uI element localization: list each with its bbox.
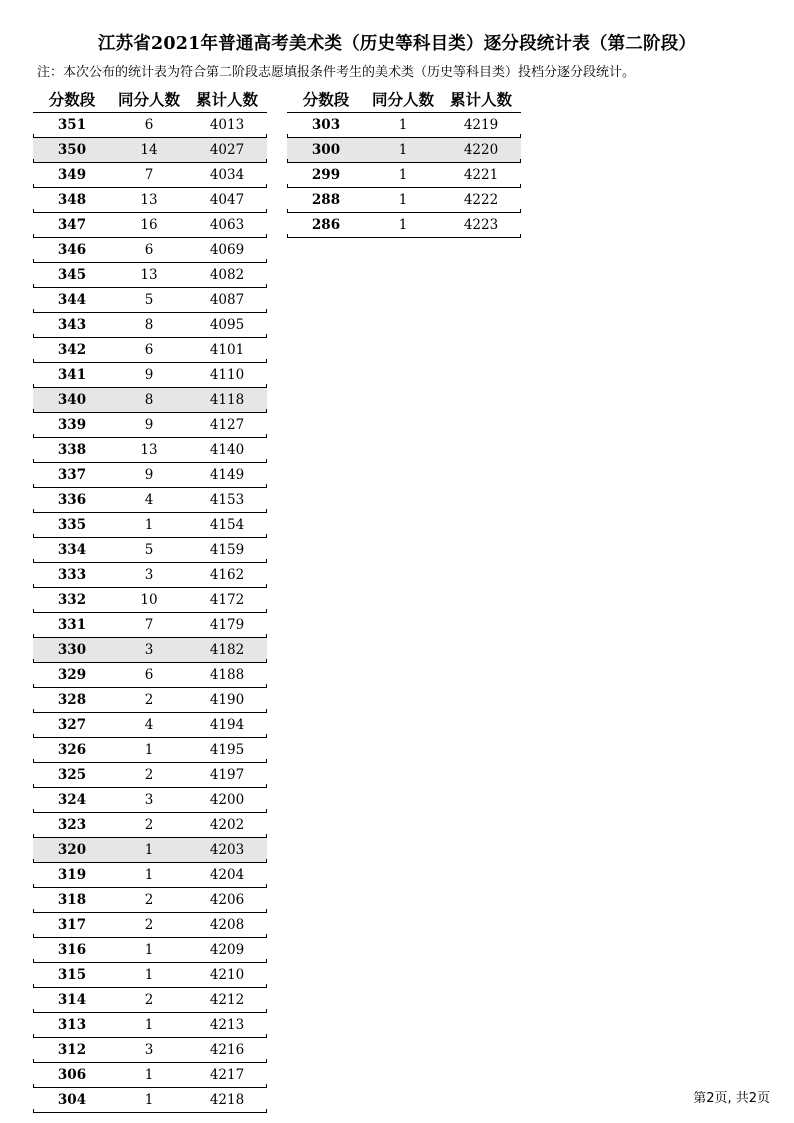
table-row xyxy=(33,538,267,563)
total-cell: 4219 xyxy=(463,117,499,133)
total-cell: 4118 xyxy=(209,392,245,408)
score-cell: 342 xyxy=(57,342,87,358)
count-cell: 1 xyxy=(398,192,408,208)
table-row xyxy=(33,688,267,713)
score-cell: 336 xyxy=(57,492,87,508)
total-cell: 4204 xyxy=(209,867,245,883)
score-cell: 329 xyxy=(57,667,87,683)
score-cell: 348 xyxy=(57,192,87,208)
table-row xyxy=(33,163,267,188)
table-row xyxy=(33,363,267,388)
total-cell: 4095 xyxy=(209,317,245,333)
score-cell: 304 xyxy=(57,1092,87,1108)
score-cell: 319 xyxy=(57,867,87,883)
header-score: 分数段 xyxy=(302,91,350,109)
score-cell: 313 xyxy=(57,1017,87,1033)
total-cell: 4027 xyxy=(209,142,245,158)
count-cell: 3 xyxy=(144,1042,154,1058)
score-table-right xyxy=(287,86,521,238)
count-cell: 1 xyxy=(144,1017,154,1033)
table-row xyxy=(33,588,267,613)
count-cell: 13 xyxy=(140,442,158,458)
table-body xyxy=(287,113,521,238)
total-cell: 4195 xyxy=(209,742,245,758)
header-count: 同分人数 xyxy=(371,91,434,109)
total-cell: 4153 xyxy=(209,492,245,508)
table-row xyxy=(33,113,267,138)
total-cell: 4197 xyxy=(209,767,245,783)
count-cell: 2 xyxy=(144,892,154,908)
table-row xyxy=(33,913,267,938)
total-cell: 4013 xyxy=(209,117,245,133)
total-cell: 4203 xyxy=(209,842,245,858)
total-cell: 4200 xyxy=(209,792,245,808)
table-row xyxy=(33,238,267,263)
score-cell: 346 xyxy=(57,242,87,258)
table-row xyxy=(33,638,267,663)
total-cell: 4222 xyxy=(463,192,499,208)
count-cell: 2 xyxy=(144,767,154,783)
count-cell: 2 xyxy=(144,917,154,933)
score-cell: 338 xyxy=(57,442,87,458)
total-cell: 4172 xyxy=(209,592,245,608)
count-cell: 5 xyxy=(144,542,154,558)
table-row xyxy=(33,713,267,738)
total-cell: 4213 xyxy=(209,1017,245,1033)
count-cell: 3 xyxy=(144,792,154,808)
table-row xyxy=(287,213,521,238)
table-row xyxy=(33,388,267,413)
total-cell: 4210 xyxy=(209,967,245,983)
count-cell: 6 xyxy=(144,242,154,258)
score-cell: 317 xyxy=(57,917,87,933)
table-row xyxy=(33,613,267,638)
total-cell: 4110 xyxy=(209,367,245,383)
count-cell: 1 xyxy=(398,217,408,233)
score-cell: 315 xyxy=(57,967,87,983)
score-cell: 328 xyxy=(57,692,87,708)
total-cell: 4101 xyxy=(209,342,245,358)
score-cell: 347 xyxy=(57,217,87,233)
score-cell: 330 xyxy=(57,642,87,658)
score-cell: 337 xyxy=(57,467,87,483)
score-cell: 314 xyxy=(57,992,87,1008)
total-cell: 4218 xyxy=(209,1092,245,1108)
count-cell: 13 xyxy=(140,192,158,208)
score-cell: 339 xyxy=(57,417,87,433)
total-cell: 4047 xyxy=(209,192,245,208)
table-row xyxy=(33,1063,267,1088)
header-score: 分数段 xyxy=(48,91,96,109)
total-cell: 4190 xyxy=(209,692,245,708)
count-cell: 9 xyxy=(144,417,154,433)
score-cell: 334 xyxy=(57,542,87,558)
total-cell: 4154 xyxy=(209,517,245,533)
total-cell: 4063 xyxy=(209,217,245,233)
total-cell: 4069 xyxy=(209,242,245,258)
total-cell: 4179 xyxy=(209,617,245,633)
score-cell: 345 xyxy=(57,267,87,283)
table-row xyxy=(33,663,267,688)
count-cell: 1 xyxy=(144,942,154,958)
score-cell: 325 xyxy=(57,767,87,783)
count-cell: 2 xyxy=(144,692,154,708)
score-cell: 320 xyxy=(57,842,87,858)
score-cell: 341 xyxy=(57,367,87,383)
table-body xyxy=(33,113,267,1113)
score-cell: 318 xyxy=(57,892,87,908)
count-cell: 13 xyxy=(140,267,158,283)
table-row xyxy=(33,838,267,863)
table-header xyxy=(287,86,521,113)
table-row xyxy=(33,338,267,363)
count-cell: 1 xyxy=(144,517,154,533)
count-cell: 8 xyxy=(144,392,154,408)
table-row xyxy=(33,1013,267,1038)
score-cell: 316 xyxy=(57,942,87,958)
table-row xyxy=(287,138,521,163)
score-cell: 299 xyxy=(311,167,341,183)
table-row xyxy=(33,988,267,1013)
score-cell: 343 xyxy=(57,317,87,333)
table-row xyxy=(287,163,521,188)
table-row xyxy=(33,563,267,588)
total-cell: 4217 xyxy=(209,1067,245,1083)
total-cell: 4202 xyxy=(209,817,245,833)
count-cell: 1 xyxy=(144,867,154,883)
score-cell: 335 xyxy=(57,517,87,533)
score-cell: 324 xyxy=(57,792,87,808)
total-cell: 4182 xyxy=(209,642,245,658)
score-cell: 312 xyxy=(57,1042,87,1058)
total-cell: 4221 xyxy=(463,167,499,183)
score-cell: 331 xyxy=(57,617,87,633)
total-cell: 4216 xyxy=(209,1042,245,1058)
count-cell: 6 xyxy=(144,667,154,683)
score-cell: 286 xyxy=(311,217,341,233)
table-row xyxy=(33,738,267,763)
table-header xyxy=(33,86,267,113)
table-row xyxy=(33,963,267,988)
count-cell: 1 xyxy=(144,742,154,758)
page-title: 江苏省2021年普通高考美术类（历史等科目类）逐分段统计表（第二阶段） xyxy=(97,34,697,54)
score-cell: 300 xyxy=(311,142,341,158)
score-cell: 350 xyxy=(57,142,87,158)
count-cell: 6 xyxy=(144,117,154,133)
table-row xyxy=(33,188,267,213)
table-row xyxy=(33,763,267,788)
table-row xyxy=(33,413,267,438)
count-cell: 4 xyxy=(144,717,154,733)
total-cell: 4087 xyxy=(209,292,245,308)
table-row xyxy=(33,288,267,313)
count-cell: 2 xyxy=(144,817,154,833)
table-row xyxy=(33,863,267,888)
score-cell: 288 xyxy=(311,192,341,208)
score-cell: 344 xyxy=(57,292,87,308)
score-cell: 333 xyxy=(57,567,87,583)
table-note: 注：本次公布的统计表为符合第二阶段志愿填报条件考生的美术类（历史等科目类）投档分逐分段统计。 xyxy=(37,65,636,80)
total-cell: 4140 xyxy=(209,442,245,458)
total-cell: 4034 xyxy=(209,167,245,183)
score-cell: 303 xyxy=(311,117,341,133)
count-cell: 1 xyxy=(398,117,408,133)
count-cell: 16 xyxy=(140,217,158,233)
table-row xyxy=(287,113,521,138)
total-cell: 4223 xyxy=(463,217,499,233)
total-cell: 4212 xyxy=(209,992,245,1008)
table-row xyxy=(33,938,267,963)
table-row xyxy=(33,463,267,488)
table-row xyxy=(33,788,267,813)
score-cell: 306 xyxy=(57,1067,87,1083)
score-cell: 332 xyxy=(57,592,87,608)
header-count: 同分人数 xyxy=(117,91,180,109)
total-cell: 4208 xyxy=(209,917,245,933)
header-total: 累计人数 xyxy=(195,91,258,109)
count-cell: 1 xyxy=(398,167,408,183)
table-row xyxy=(33,488,267,513)
score-cell: 351 xyxy=(57,117,87,133)
count-cell: 1 xyxy=(398,142,408,158)
total-cell: 4209 xyxy=(209,942,245,958)
table-row xyxy=(33,513,267,538)
total-cell: 4220 xyxy=(463,142,499,158)
total-cell: 4159 xyxy=(209,542,245,558)
score-table-left xyxy=(33,86,267,1113)
table-row xyxy=(33,438,267,463)
count-cell: 10 xyxy=(140,592,158,608)
score-cell: 340 xyxy=(57,392,87,408)
header-total: 累计人数 xyxy=(449,91,512,109)
score-cell: 349 xyxy=(57,167,87,183)
count-cell: 3 xyxy=(144,567,154,583)
table-row xyxy=(33,263,267,288)
score-cell: 326 xyxy=(57,742,87,758)
total-cell: 4194 xyxy=(209,717,245,733)
count-cell: 1 xyxy=(144,1067,154,1083)
score-cell: 327 xyxy=(57,717,87,733)
table-row xyxy=(33,1088,267,1113)
count-cell: 4 xyxy=(144,492,154,508)
count-cell: 1 xyxy=(144,842,154,858)
total-cell: 4082 xyxy=(209,267,245,283)
count-cell: 14 xyxy=(140,142,158,158)
total-cell: 4206 xyxy=(209,892,245,908)
count-cell: 7 xyxy=(144,617,154,633)
count-cell: 2 xyxy=(144,992,154,1008)
count-cell: 1 xyxy=(144,1092,154,1108)
count-cell: 9 xyxy=(144,467,154,483)
total-cell: 4149 xyxy=(209,467,245,483)
total-cell: 4188 xyxy=(209,667,245,683)
count-cell: 1 xyxy=(144,967,154,983)
total-cell: 4127 xyxy=(209,417,245,433)
count-cell: 8 xyxy=(144,317,154,333)
count-cell: 3 xyxy=(144,642,154,658)
page-number: 第2页, 共2页 xyxy=(693,1091,770,1106)
count-cell: 9 xyxy=(144,367,154,383)
table-row xyxy=(33,313,267,338)
count-cell: 5 xyxy=(144,292,154,308)
count-cell: 6 xyxy=(144,342,154,358)
table-row xyxy=(287,188,521,213)
table-row xyxy=(33,813,267,838)
total-cell: 4162 xyxy=(209,567,245,583)
table-row xyxy=(33,138,267,163)
table-row xyxy=(33,1038,267,1063)
table-row xyxy=(33,213,267,238)
table-row xyxy=(33,888,267,913)
count-cell: 7 xyxy=(144,167,154,183)
score-cell: 323 xyxy=(57,817,87,833)
